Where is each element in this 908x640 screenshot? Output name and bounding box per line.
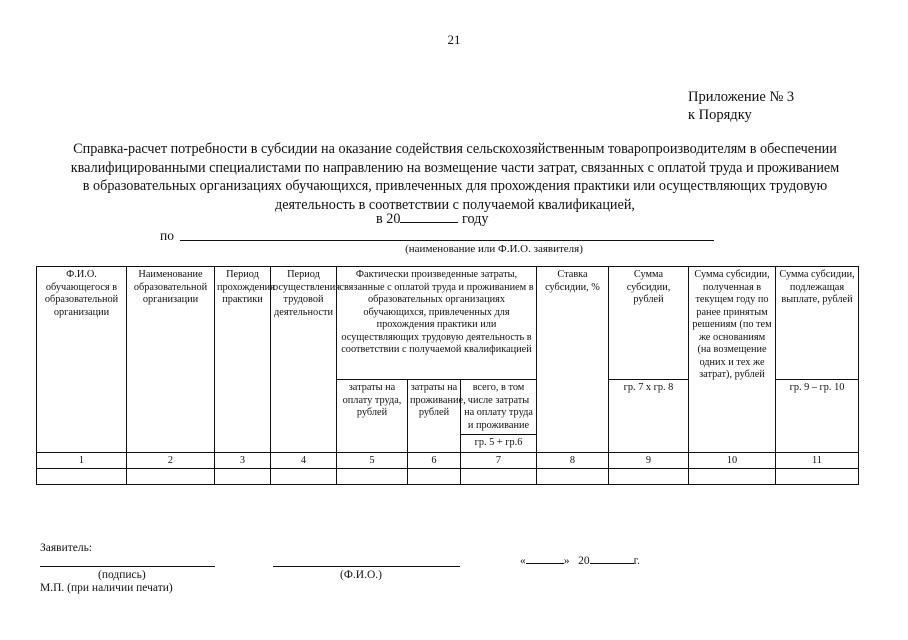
date-suffix: г. — [633, 555, 640, 567]
table-cell — [271, 469, 337, 485]
applicant-name-hint: (наименование или Ф.И.О. заявителя) — [405, 243, 583, 255]
header-subsidy-amount: Сумма субсидии, рублей — [609, 267, 689, 380]
table-row — [37, 469, 859, 485]
header-subsidy-rate: Ставка субсидии, % — [537, 267, 609, 453]
header-actual-costs: Фактически произведенные затраты, связанные с оплатой труда и проживанием в образовательных организациях обучающихся, привлеченных для прохождения практики или осуществляющих трудовую деятельность в соответствии с получаемой квалификацией — [337, 267, 537, 380]
header-subsidy-received: Сумма субсидии, полученная в текущем году по ранее принятым решениям (по тем же основаниям (на возмещение одних и тех же затрат), рублей — [689, 267, 776, 453]
year-suffix: году — [461, 211, 489, 227]
column-number: 7 — [461, 453, 537, 469]
formula-col11: гр. 9 – гр. 10 — [776, 380, 859, 453]
header-housing-costs: затраты на проживание, рублей — [408, 380, 461, 453]
table-cell — [37, 469, 127, 485]
table-header-row — [37, 267, 859, 380]
year-line — [376, 209, 488, 228]
applicant-prefix: по — [160, 228, 174, 243]
column-number-row — [37, 453, 859, 469]
column-number: 3 — [215, 453, 271, 469]
table-cell — [215, 469, 271, 485]
date-quote-close: » — [563, 555, 570, 567]
page-number: 21 — [447, 32, 461, 47]
column-number: 1 — [37, 453, 127, 469]
header-organization: Наименование образовательной организации — [127, 267, 215, 453]
column-number: 4 — [271, 453, 337, 469]
table-cell — [127, 469, 215, 485]
header-subsidy-payable: Сумма субсидии, подлежащая выплате, рублей — [776, 267, 859, 380]
table-cell — [461, 469, 537, 485]
table-cell — [537, 469, 609, 485]
header-total-costs: всего, в том числе затраты на оплату труда и проживание — [461, 380, 537, 435]
appendix-number: Приложение № 3 — [688, 89, 795, 105]
table-cell — [776, 469, 859, 485]
table-cell — [689, 469, 776, 485]
date-day-blank — [526, 553, 564, 564]
appendix-reference: к Порядку — [688, 107, 752, 123]
applicant-name-blank — [180, 240, 714, 241]
formula-col7: гр. 5 + гр.6 — [461, 435, 537, 453]
header-practice-period: Период прохождения практики — [215, 267, 271, 453]
signature-caption: (подпись) — [98, 569, 146, 581]
date-field — [520, 553, 640, 567]
date-quote-open: « — [520, 555, 526, 567]
formula-col9: гр. 7 х гр. 8 — [609, 380, 689, 453]
applicant-label: Заявитель: — [40, 542, 93, 554]
appendix-header — [688, 88, 794, 124]
date-year-blank — [590, 553, 634, 564]
column-number: 5 — [337, 453, 408, 469]
column-number: 11 — [776, 453, 859, 469]
column-number: 2 — [127, 453, 215, 469]
stamp-note: М.П. (при наличии печати) — [40, 582, 173, 594]
document-title: Справка-расчет потребности в субсидии на оказание содействия сельскохозяйственным товаропроизводителям в обеспечении квалифицированными специалистами по направлению на возмещение части затрат, связанных с оплатой труда и проживанием в образовательных организациях обучающихся, привлеченных для прохождения практики или осуществляющих трудовую деятельность в соответствии с получаемой квалификацией, — [70, 141, 840, 213]
name-blank — [273, 566, 460, 567]
calculation-table — [36, 266, 859, 485]
column-number: 10 — [689, 453, 776, 469]
signature-blank — [40, 566, 215, 567]
column-number: 6 — [408, 453, 461, 469]
header-student-name: Ф.И.О. обучающегося в образовательной организации — [37, 267, 127, 453]
column-number: 9 — [609, 453, 689, 469]
name-caption: (Ф.И.О.) — [340, 569, 382, 581]
table-cell — [408, 469, 461, 485]
date-year-prefix: 20 — [578, 555, 590, 567]
header-work-period: Период осуществления трудовой деятельности — [271, 267, 337, 453]
table-cell — [337, 469, 408, 485]
year-prefix: в 20 — [376, 211, 401, 227]
column-number: 8 — [537, 453, 609, 469]
header-labor-costs: затраты на оплату труда, рублей — [337, 380, 408, 453]
year-blank — [400, 209, 458, 223]
table-cell — [609, 469, 689, 485]
